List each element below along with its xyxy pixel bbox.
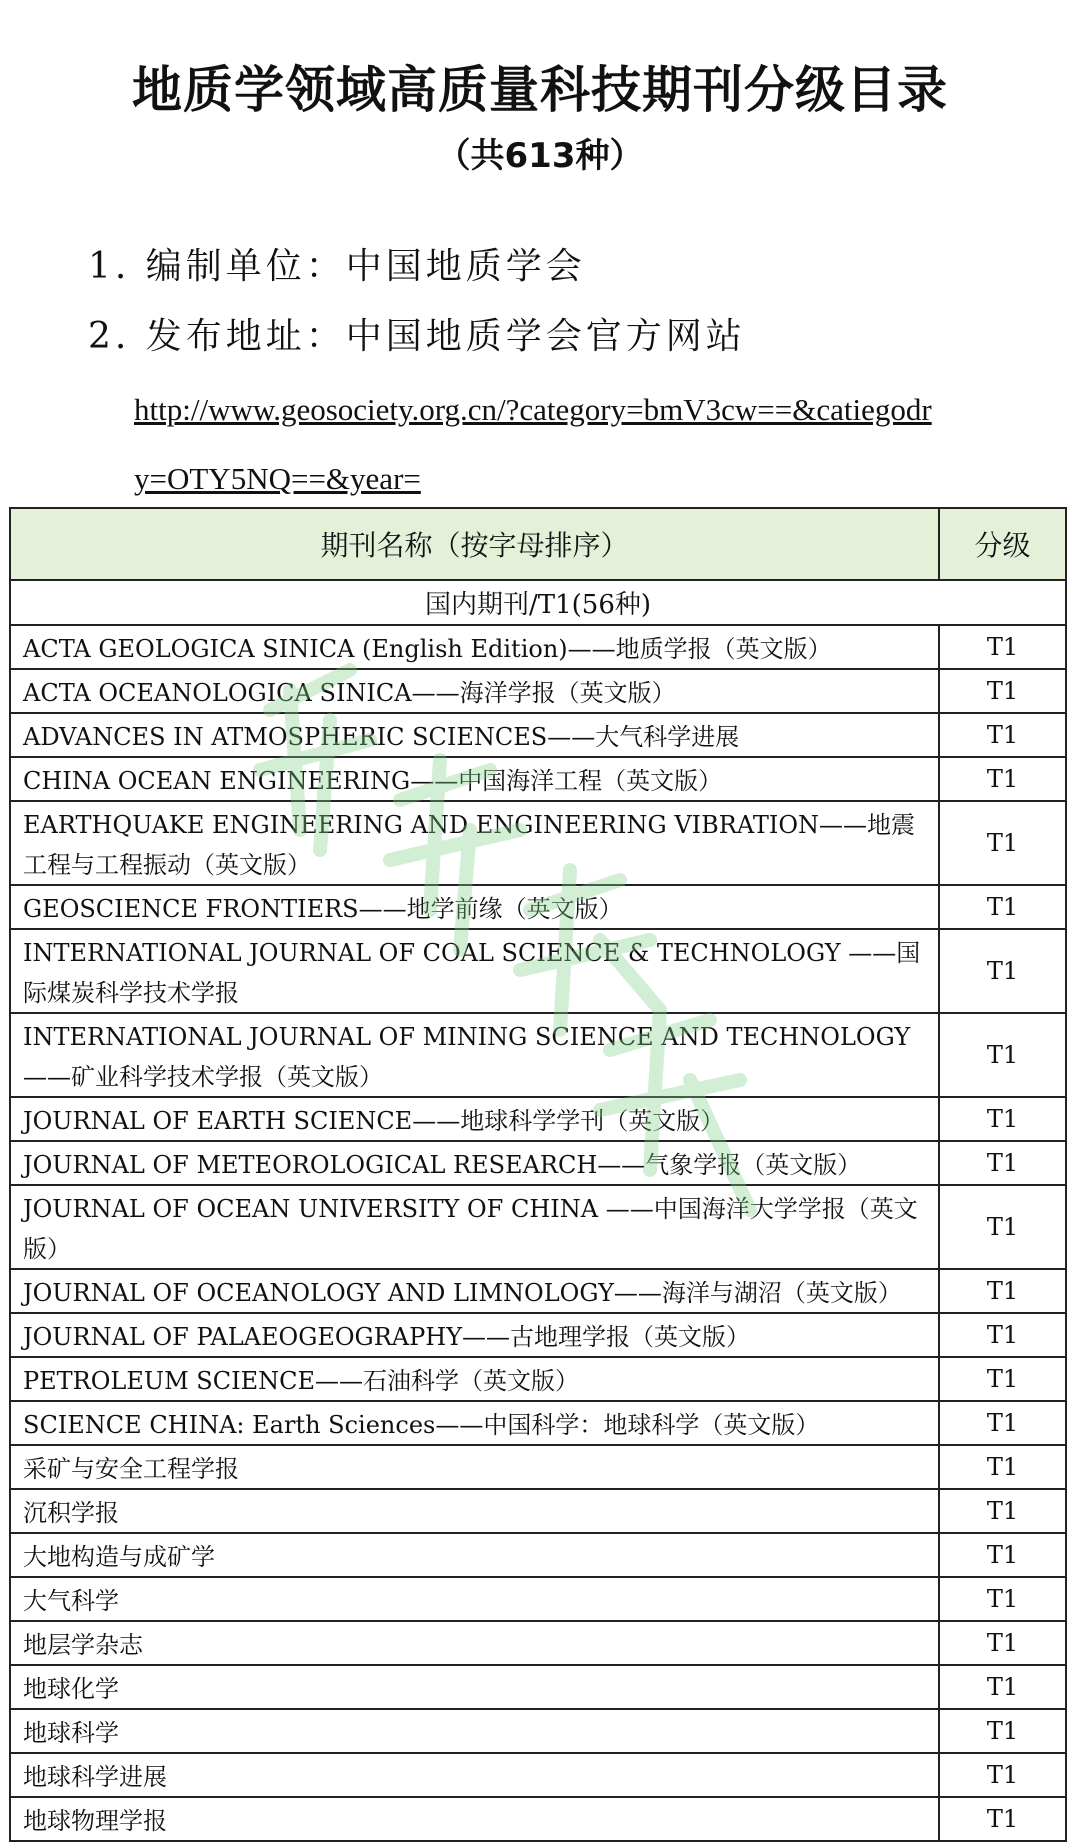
header-grade: 分级 [974, 529, 1031, 562]
grade-cell: T1 [986, 1213, 1019, 1241]
table-row [11, 1578, 1065, 1622]
journal-name-cell: JOURNAL OF METEOROLOGICAL RESEARCH——气象学报（英文版） [11, 1142, 940, 1184]
grade-cell: T1 [986, 1717, 1019, 1745]
table-row [11, 1666, 1065, 1710]
table-row [11, 758, 1065, 802]
table-row [11, 670, 1065, 714]
journal-name-cell: ACTA GEOLOGICA SINICA (English Edition)——地质学报（英文版） [11, 626, 940, 668]
compiler-info: 1. 编制单位：中国地质学会 [88, 246, 586, 287]
grade-cell: T1 [986, 1277, 1019, 1305]
journal-name-cell: ADVANCES IN ATMOSPHERIC SCIENCES——大气科学进展 [11, 714, 940, 756]
grade-cell: T1 [986, 893, 1019, 921]
journal-name-cell: 大地构造与成矿学 [11, 1534, 940, 1576]
table-row [11, 1402, 1065, 1446]
grade-cell: T1 [986, 1585, 1019, 1613]
journal-name-cell: INTERNATIONAL JOURNAL OF COAL SCIENCE & TECHNOLOGY ——国际煤炭科学技术学报 [11, 930, 940, 1012]
table-row [11, 1314, 1065, 1358]
page-subtitle: （共613种） [436, 136, 644, 176]
journal-table [9, 507, 1067, 1842]
journal-name-cell: PETROLEUM SCIENCE——石油科学（英文版） [11, 1358, 940, 1400]
publish-address: 2. 发布地址：中国地质学会官方网站 [88, 316, 746, 357]
journal-name-cell: 地层学杂志 [11, 1622, 940, 1664]
table-header [11, 509, 1065, 581]
journal-name-cell: 地球科学进展 [11, 1754, 940, 1796]
journal-name-cell: SCIENCE CHINA: Earth Sciences——中国科学：地球科学（英文版） [11, 1402, 940, 1444]
table-row [11, 1358, 1065, 1402]
table-row [11, 1446, 1065, 1490]
journal-name-cell: CHINA OCEAN ENGINEERING——中国海洋工程（英文版） [11, 758, 940, 800]
grade-cell: T1 [986, 1409, 1019, 1437]
grade-cell: T1 [986, 1453, 1019, 1481]
grade-cell: T1 [986, 829, 1019, 857]
table-row [11, 1534, 1065, 1578]
table-row [11, 1490, 1065, 1534]
publish-url-line-1[interactable]: http://www.geosociety.org.cn/?category=bmV3cw==&catiegodr [134, 392, 932, 427]
grade-cell: T1 [986, 721, 1019, 749]
grade-cell: T1 [986, 1149, 1019, 1177]
journal-name-cell: JOURNAL OF OCEAN UNIVERSITY OF CHINA ——中国海洋大学学报（英文版） [11, 1186, 940, 1268]
journal-name-cell: INTERNATIONAL JOURNAL OF MINING SCIENCE AND TECHNOLOGY ——矿业科学技术学报（英文版） [11, 1014, 940, 1096]
grade-cell: T1 [986, 1365, 1019, 1393]
page-title: 地质学领域高质量科技期刊分级目录 [132, 61, 948, 119]
section-domestic-t1: 国内期刊/T1(56种) [11, 581, 1065, 626]
journal-name-cell: 地球化学 [11, 1666, 940, 1708]
table-row [11, 1270, 1065, 1314]
grade-cell: T1 [986, 1805, 1019, 1833]
table-row [11, 1622, 1065, 1666]
grade-cell: T1 [986, 957, 1019, 985]
table-row [11, 1754, 1065, 1798]
journal-name-cell: GEOSCIENCE FRONTIERS——地学前缘（英文版） [11, 886, 940, 928]
table-row [11, 886, 1065, 930]
grade-cell: T1 [986, 633, 1019, 661]
journal-name-cell: 采矿与安全工程学报 [11, 1446, 940, 1488]
table-row [11, 930, 1065, 1014]
journal-name-cell: EARTHQUAKE ENGINEERING AND ENGINEERING VIBRATION——地震工程与工程振动（英文版） [11, 802, 940, 884]
grade-cell: T1 [986, 1041, 1019, 1069]
journal-name-cell: JOURNAL OF PALAEOGEOGRAPHY——古地理学报（英文版） [11, 1314, 940, 1356]
table-row [11, 714, 1065, 758]
table-row [11, 802, 1065, 886]
journal-name-cell: ACTA OCEANOLOGICA SINICA——海洋学报（英文版） [11, 670, 940, 712]
journal-name-cell: 大气科学 [11, 1578, 940, 1620]
journal-name-cell: JOURNAL OF EARTH SCIENCE——地球科学学刊（英文版） [11, 1098, 940, 1140]
table-body [11, 626, 1065, 1840]
table-row [11, 626, 1065, 670]
grade-cell: T1 [986, 1541, 1019, 1569]
grade-cell: T1 [986, 1497, 1019, 1525]
journal-name-cell: 沉积学报 [11, 1490, 940, 1532]
journal-name-cell: 地球物理学报 [11, 1798, 940, 1840]
table-row [11, 1798, 1065, 1840]
journal-name-cell: 地球科学 [11, 1710, 940, 1752]
journal-name-cell: JOURNAL OF OCEANOLOGY AND LIMNOLOGY——海洋与湖沼（英文版） [11, 1270, 940, 1312]
grade-cell: T1 [986, 1629, 1019, 1657]
grade-cell: T1 [986, 1761, 1019, 1789]
table-row [11, 1710, 1065, 1754]
grade-cell: T1 [986, 1321, 1019, 1349]
table-row [11, 1098, 1065, 1142]
grade-cell: T1 [986, 1105, 1019, 1133]
table-row [11, 1014, 1065, 1098]
grade-cell: T1 [986, 765, 1019, 793]
header-journal-name: 期刊名称（按字母排序） [11, 509, 940, 579]
table-row [11, 1186, 1065, 1270]
table-row [11, 1142, 1065, 1186]
publish-url-line-2[interactable]: y=OTY5NQ==&year= [134, 461, 421, 496]
grade-cell: T1 [986, 677, 1019, 705]
grade-cell: T1 [986, 1673, 1019, 1701]
